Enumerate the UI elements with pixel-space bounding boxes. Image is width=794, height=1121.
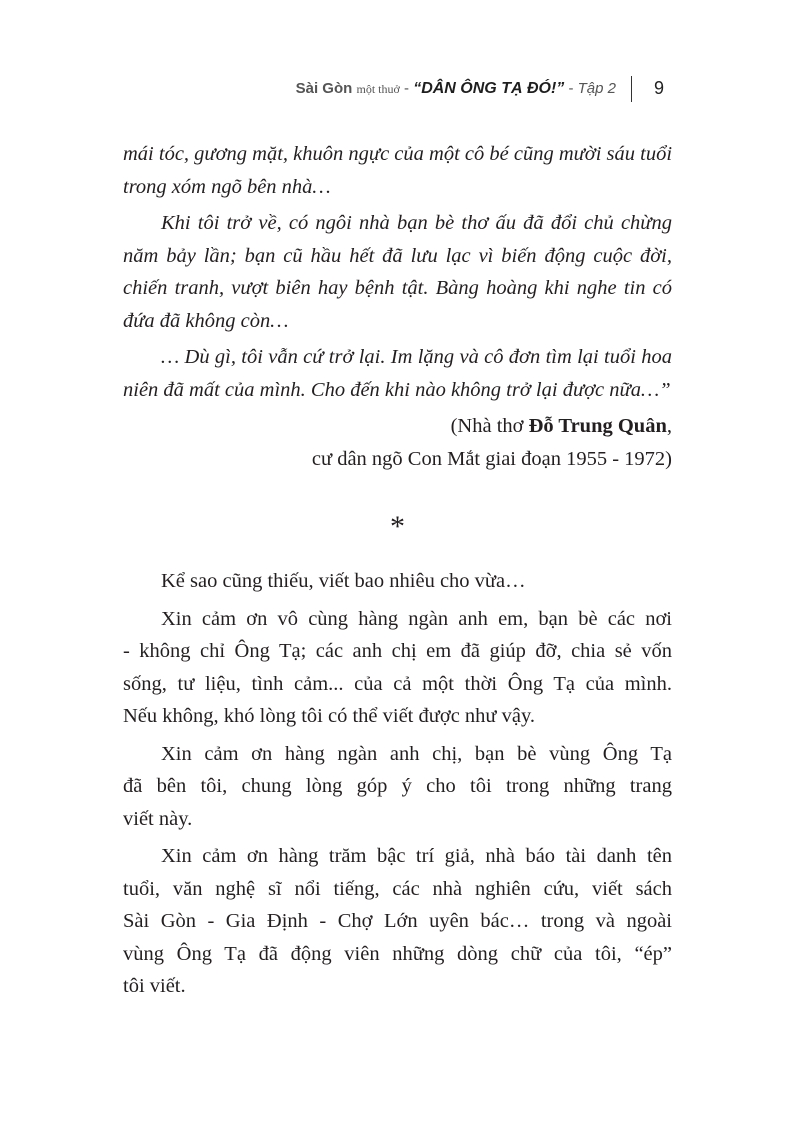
paragraph <box>123 565 672 598</box>
attribution-line2: cư dân ngõ Con Mắt giai đoạn 1955 - 1972) <box>311 447 672 470</box>
text-line: tuổi, văn nghệ sĩ nổi tiếng, các nhà nghiên cứu, viết sách <box>123 877 672 900</box>
text-line: niên đã mất của mình. Cho đến khi nào không trở lại được nữa…” <box>123 378 671 401</box>
quote-attribution <box>123 410 672 475</box>
text-line: Kể sao cũng thiếu, viết bao nhiêu cho vừa… <box>161 570 526 592</box>
header-separator: - <box>399 80 414 97</box>
quote-block <box>123 138 672 406</box>
text-line: năm bảy lần; bạn cũ hầu hết đã lưu lạc vì biến động cuộc đời, <box>123 244 672 267</box>
text-line: viết này. <box>123 807 193 830</box>
book-title: “DÂN ÔNG TẠ ĐÓ!” <box>413 80 565 97</box>
text-line: Sài Gòn - Gia Định - Chợ Lớn uyên bác… trong và ngoài <box>123 910 672 932</box>
paragraph <box>123 840 672 1003</box>
series-subtitle: một thuở <box>356 82 400 96</box>
text-line: Xin cảm ơn vô cùng hàng ngàn anh em, bạn bè các nơi <box>161 607 672 630</box>
text-line: chiến tranh, vượt biên hay bệnh tật. Bàng hoàng khi nghe tin có <box>123 277 672 299</box>
text-line: … Dù gì, tôi vẫn cứ trở lại. Im lặng và cô đơn tìm lại tuổi hoa <box>161 346 672 368</box>
author-name: Đỗ Trung Quân <box>528 415 667 437</box>
running-header <box>0 78 794 104</box>
attribution-prefix: (Nhà thơ <box>450 415 529 437</box>
text-line: Nếu không, khó lòng tôi có thể viết được như vậy. <box>123 705 536 727</box>
attribution-suffix: , <box>666 415 672 437</box>
header-title <box>296 80 616 98</box>
paragraph <box>123 138 672 203</box>
header-divider <box>631 76 632 102</box>
text-line: - không chỉ Ông Tạ; các anh chị em đã giúp đỡ, chia sẻ vốn <box>123 640 672 662</box>
text-line: Xin cảm ơn hàng trăm bậc trí giả, nhà báo tài danh tên <box>161 845 672 867</box>
section-separator: * <box>390 510 405 543</box>
paragraph <box>123 738 672 836</box>
text-line: sống, tư liệu, tình cảm... của cả một thời Ông Tạ của mình. <box>123 672 672 695</box>
text-line: tôi viết. <box>123 975 186 997</box>
text-line: đứa đã không còn… <box>123 309 289 332</box>
paragraph <box>123 603 672 733</box>
paragraph <box>123 207 672 337</box>
text-line: Khi tôi trở về, có ngôi nhà bạn bè thơ ấu đã đổi chủ chừng <box>161 212 672 234</box>
text-line: đã bên tôi, chung lòng góp ý cho tôi trong những trang <box>123 775 672 797</box>
volume-label: Tập 2 <box>577 80 616 97</box>
prose-block <box>123 565 672 1003</box>
text-line: mái tóc, gương mặt, khuôn ngực của một cô bé cũng mười sáu tuổi <box>123 143 673 165</box>
paragraph <box>123 341 672 406</box>
text-line: trong xóm ngõ bên nhà… <box>123 175 331 198</box>
text-line: vùng Ông Tạ đã động viên những dòng chữ của tôi, “ép” <box>123 942 672 965</box>
header-separator: - <box>564 80 578 97</box>
page-body <box>123 138 672 1008</box>
series-title: Sài Gòn <box>295 80 353 97</box>
page-number: 9 <box>654 78 665 98</box>
text-line: Xin cảm ơn hàng ngàn anh chị, bạn bè vùng Ông Tạ <box>161 742 672 765</box>
